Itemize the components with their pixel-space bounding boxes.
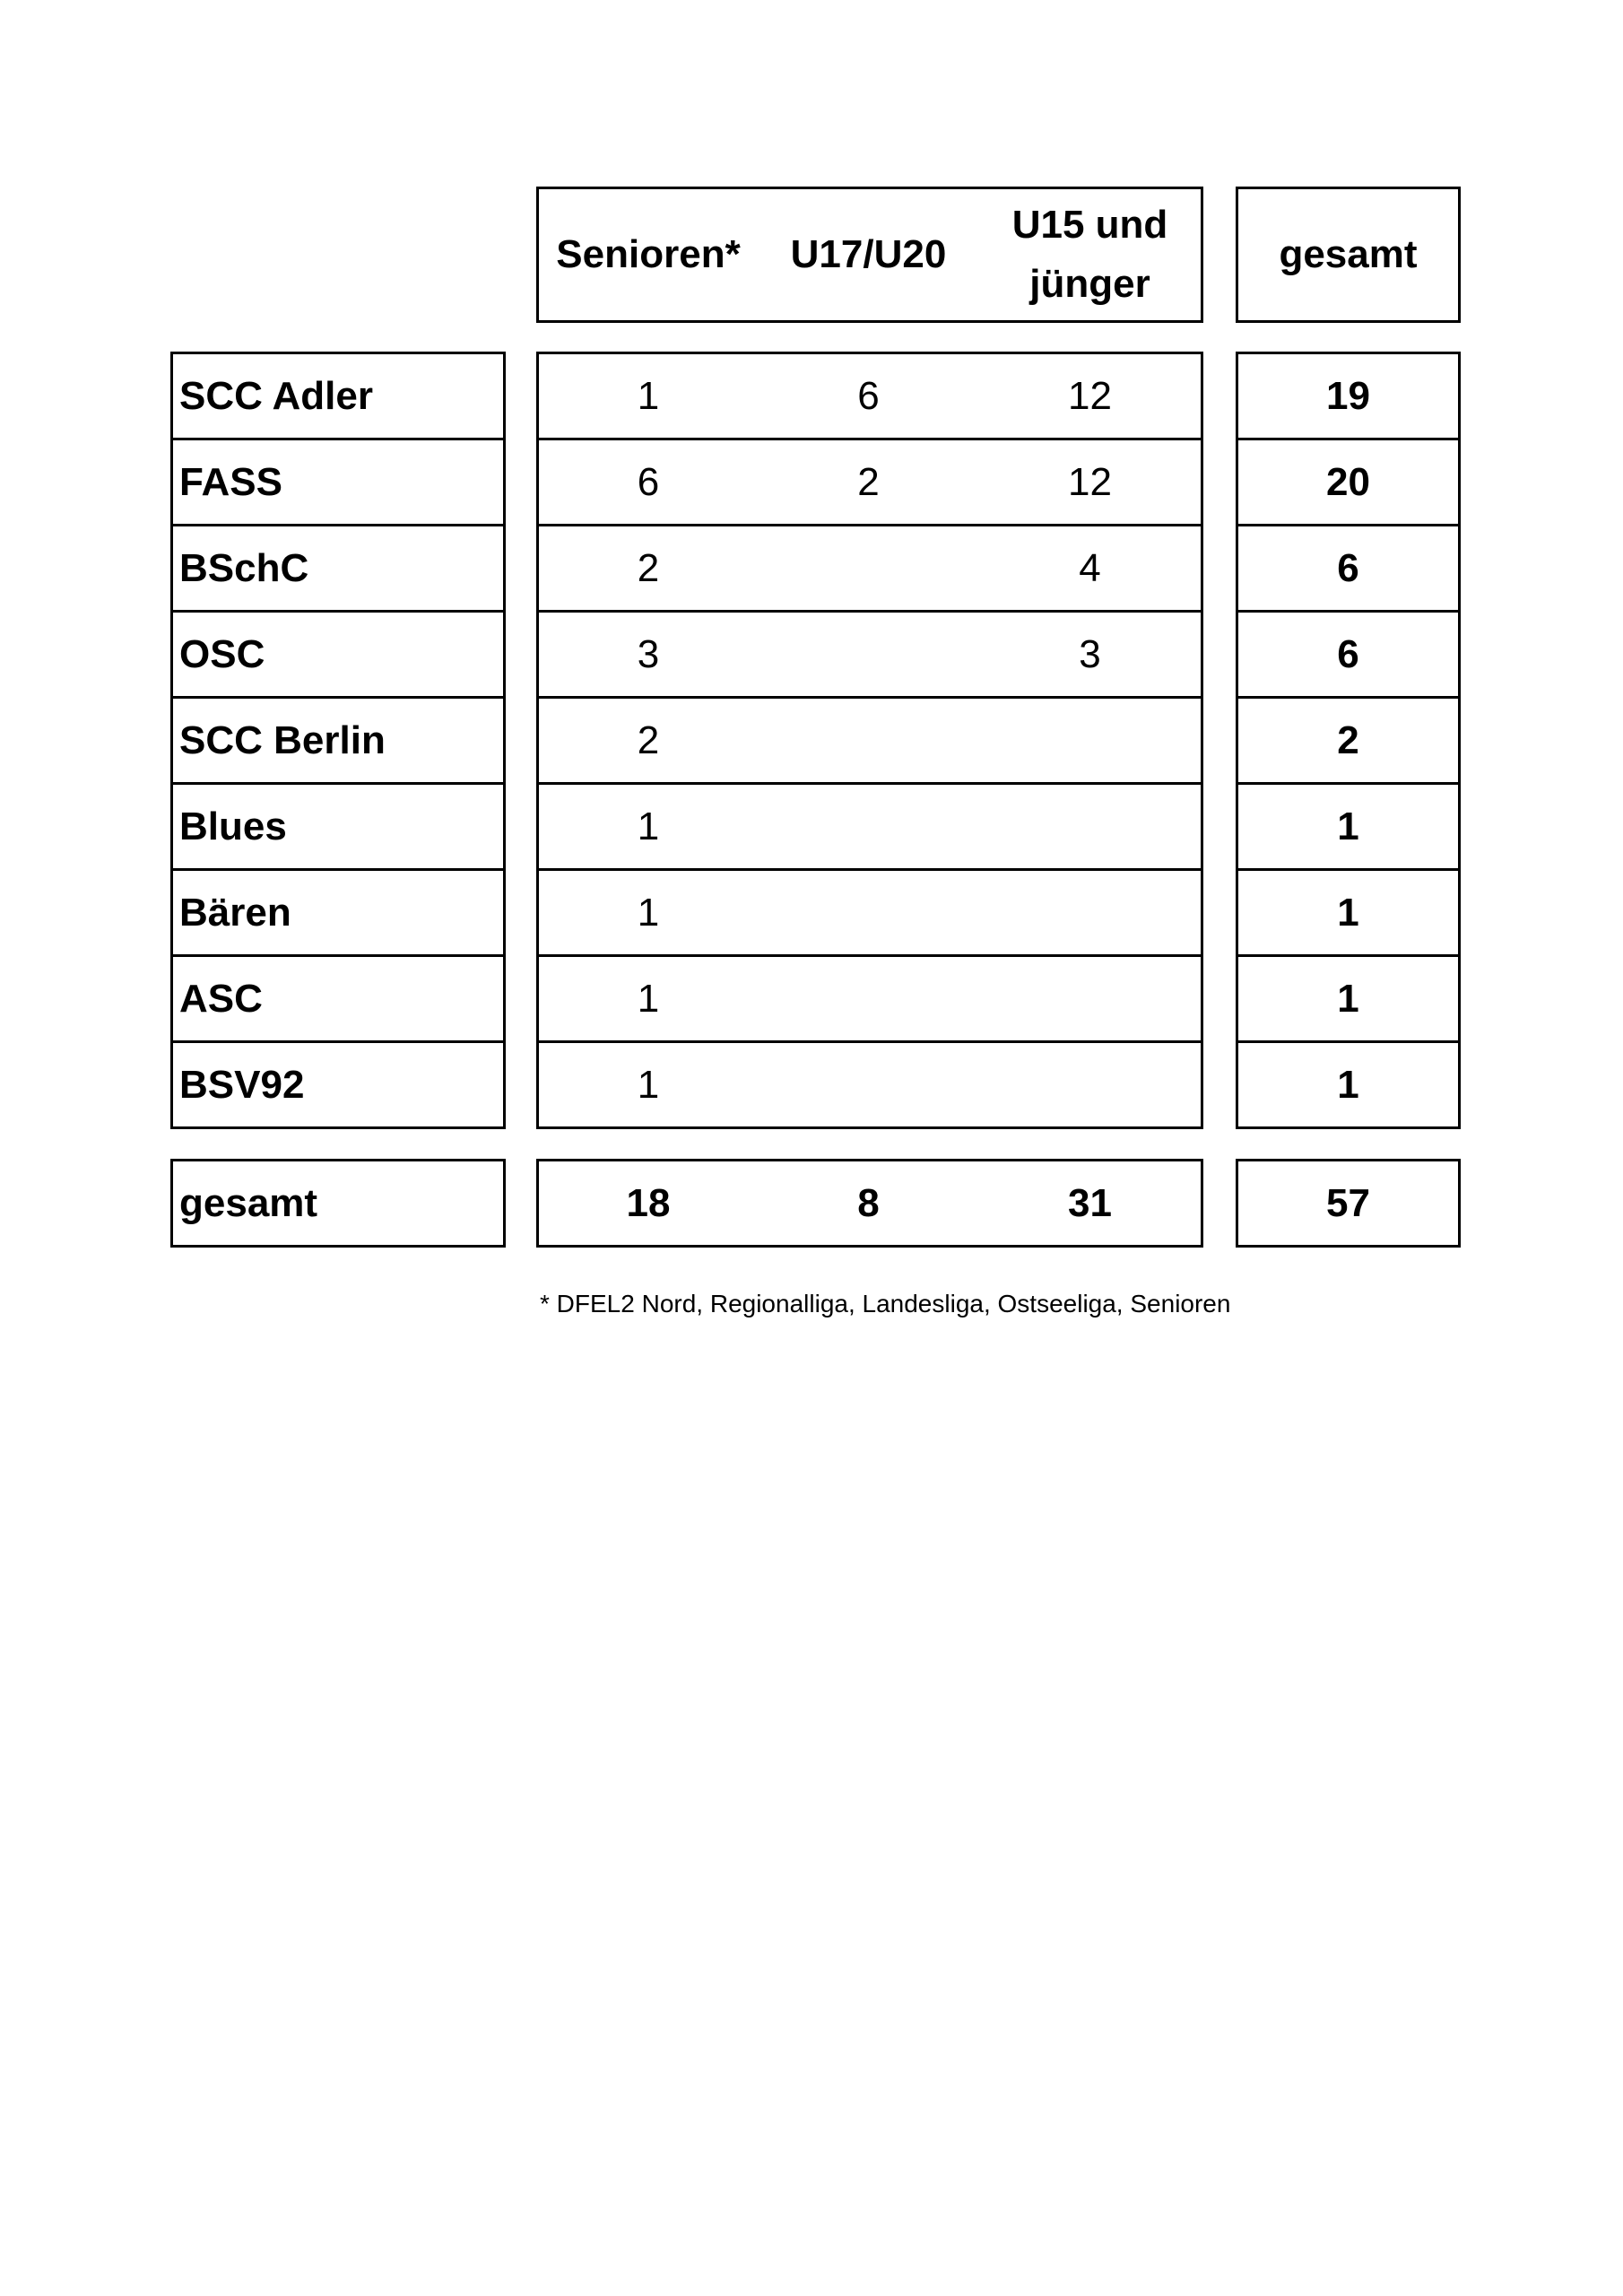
cell-total: 20: [1236, 440, 1461, 526]
cell-u15: 4: [979, 526, 1203, 613]
cell-total: 1: [1236, 957, 1461, 1043]
header-u15-and-younger: U15 und jünger: [979, 187, 1203, 323]
header-seniors: Senioren*: [536, 187, 760, 323]
cell-u17-u20: [758, 699, 982, 785]
club-name: FASS: [170, 440, 506, 526]
header-total: gesamt: [1236, 187, 1461, 323]
cell-u15: 12: [979, 352, 1203, 440]
club-name: BSchC: [170, 526, 506, 613]
club-name: Blues: [170, 785, 506, 871]
cell-total: 19: [1236, 352, 1461, 440]
totals-u17-u20: 8: [758, 1159, 982, 1248]
cell-u17-u20: [758, 785, 982, 871]
cell-total: 1: [1236, 1043, 1461, 1129]
club-name: Bären: [170, 871, 506, 957]
header-u17-u20: U17/U20: [758, 187, 982, 323]
cell-total: 1: [1236, 871, 1461, 957]
cell-u17-u20: [758, 1043, 982, 1129]
cell-u15: 3: [979, 613, 1203, 699]
cell-u17-u20: [758, 526, 982, 613]
cell-total: 6: [1236, 526, 1461, 613]
cell-seniors: 2: [536, 526, 760, 613]
cell-u15: [979, 957, 1203, 1043]
totals-total: 57: [1236, 1159, 1461, 1248]
cell-u15: [979, 785, 1203, 871]
totals-seniors: 18: [536, 1159, 760, 1248]
cell-seniors: 1: [536, 352, 760, 440]
cell-u17-u20: 6: [758, 352, 982, 440]
cell-seniors: 6: [536, 440, 760, 526]
totals-u15: 31: [979, 1159, 1203, 1248]
cell-u17-u20: [758, 613, 982, 699]
cell-total: 2: [1236, 699, 1461, 785]
cell-u17-u20: 2: [758, 440, 982, 526]
cell-u15: [979, 871, 1203, 957]
cell-u17-u20: [758, 871, 982, 957]
cell-u15: 12: [979, 440, 1203, 526]
cell-seniors: 1: [536, 1043, 760, 1129]
cell-total: 6: [1236, 613, 1461, 699]
cell-seniors: 2: [536, 699, 760, 785]
cell-seniors: 1: [536, 871, 760, 957]
footnote: * DFEL2 Nord, Regionalliga, Landesliga, Ostseeliga, Senioren: [540, 1290, 1231, 1318]
cell-u15: [979, 1043, 1203, 1129]
club-name: OSC: [170, 613, 506, 699]
club-name: SCC Berlin: [170, 699, 506, 785]
cell-total: 1: [1236, 785, 1461, 871]
club-name: SCC Adler: [170, 352, 506, 440]
cell-seniors: 1: [536, 957, 760, 1043]
cell-seniors: 3: [536, 613, 760, 699]
cell-u15: [979, 699, 1203, 785]
cell-seniors: 1: [536, 785, 760, 871]
club-name: BSV92: [170, 1043, 506, 1129]
cell-u17-u20: [758, 957, 982, 1043]
totals-label: gesamt: [170, 1159, 506, 1248]
club-name: ASC: [170, 957, 506, 1043]
